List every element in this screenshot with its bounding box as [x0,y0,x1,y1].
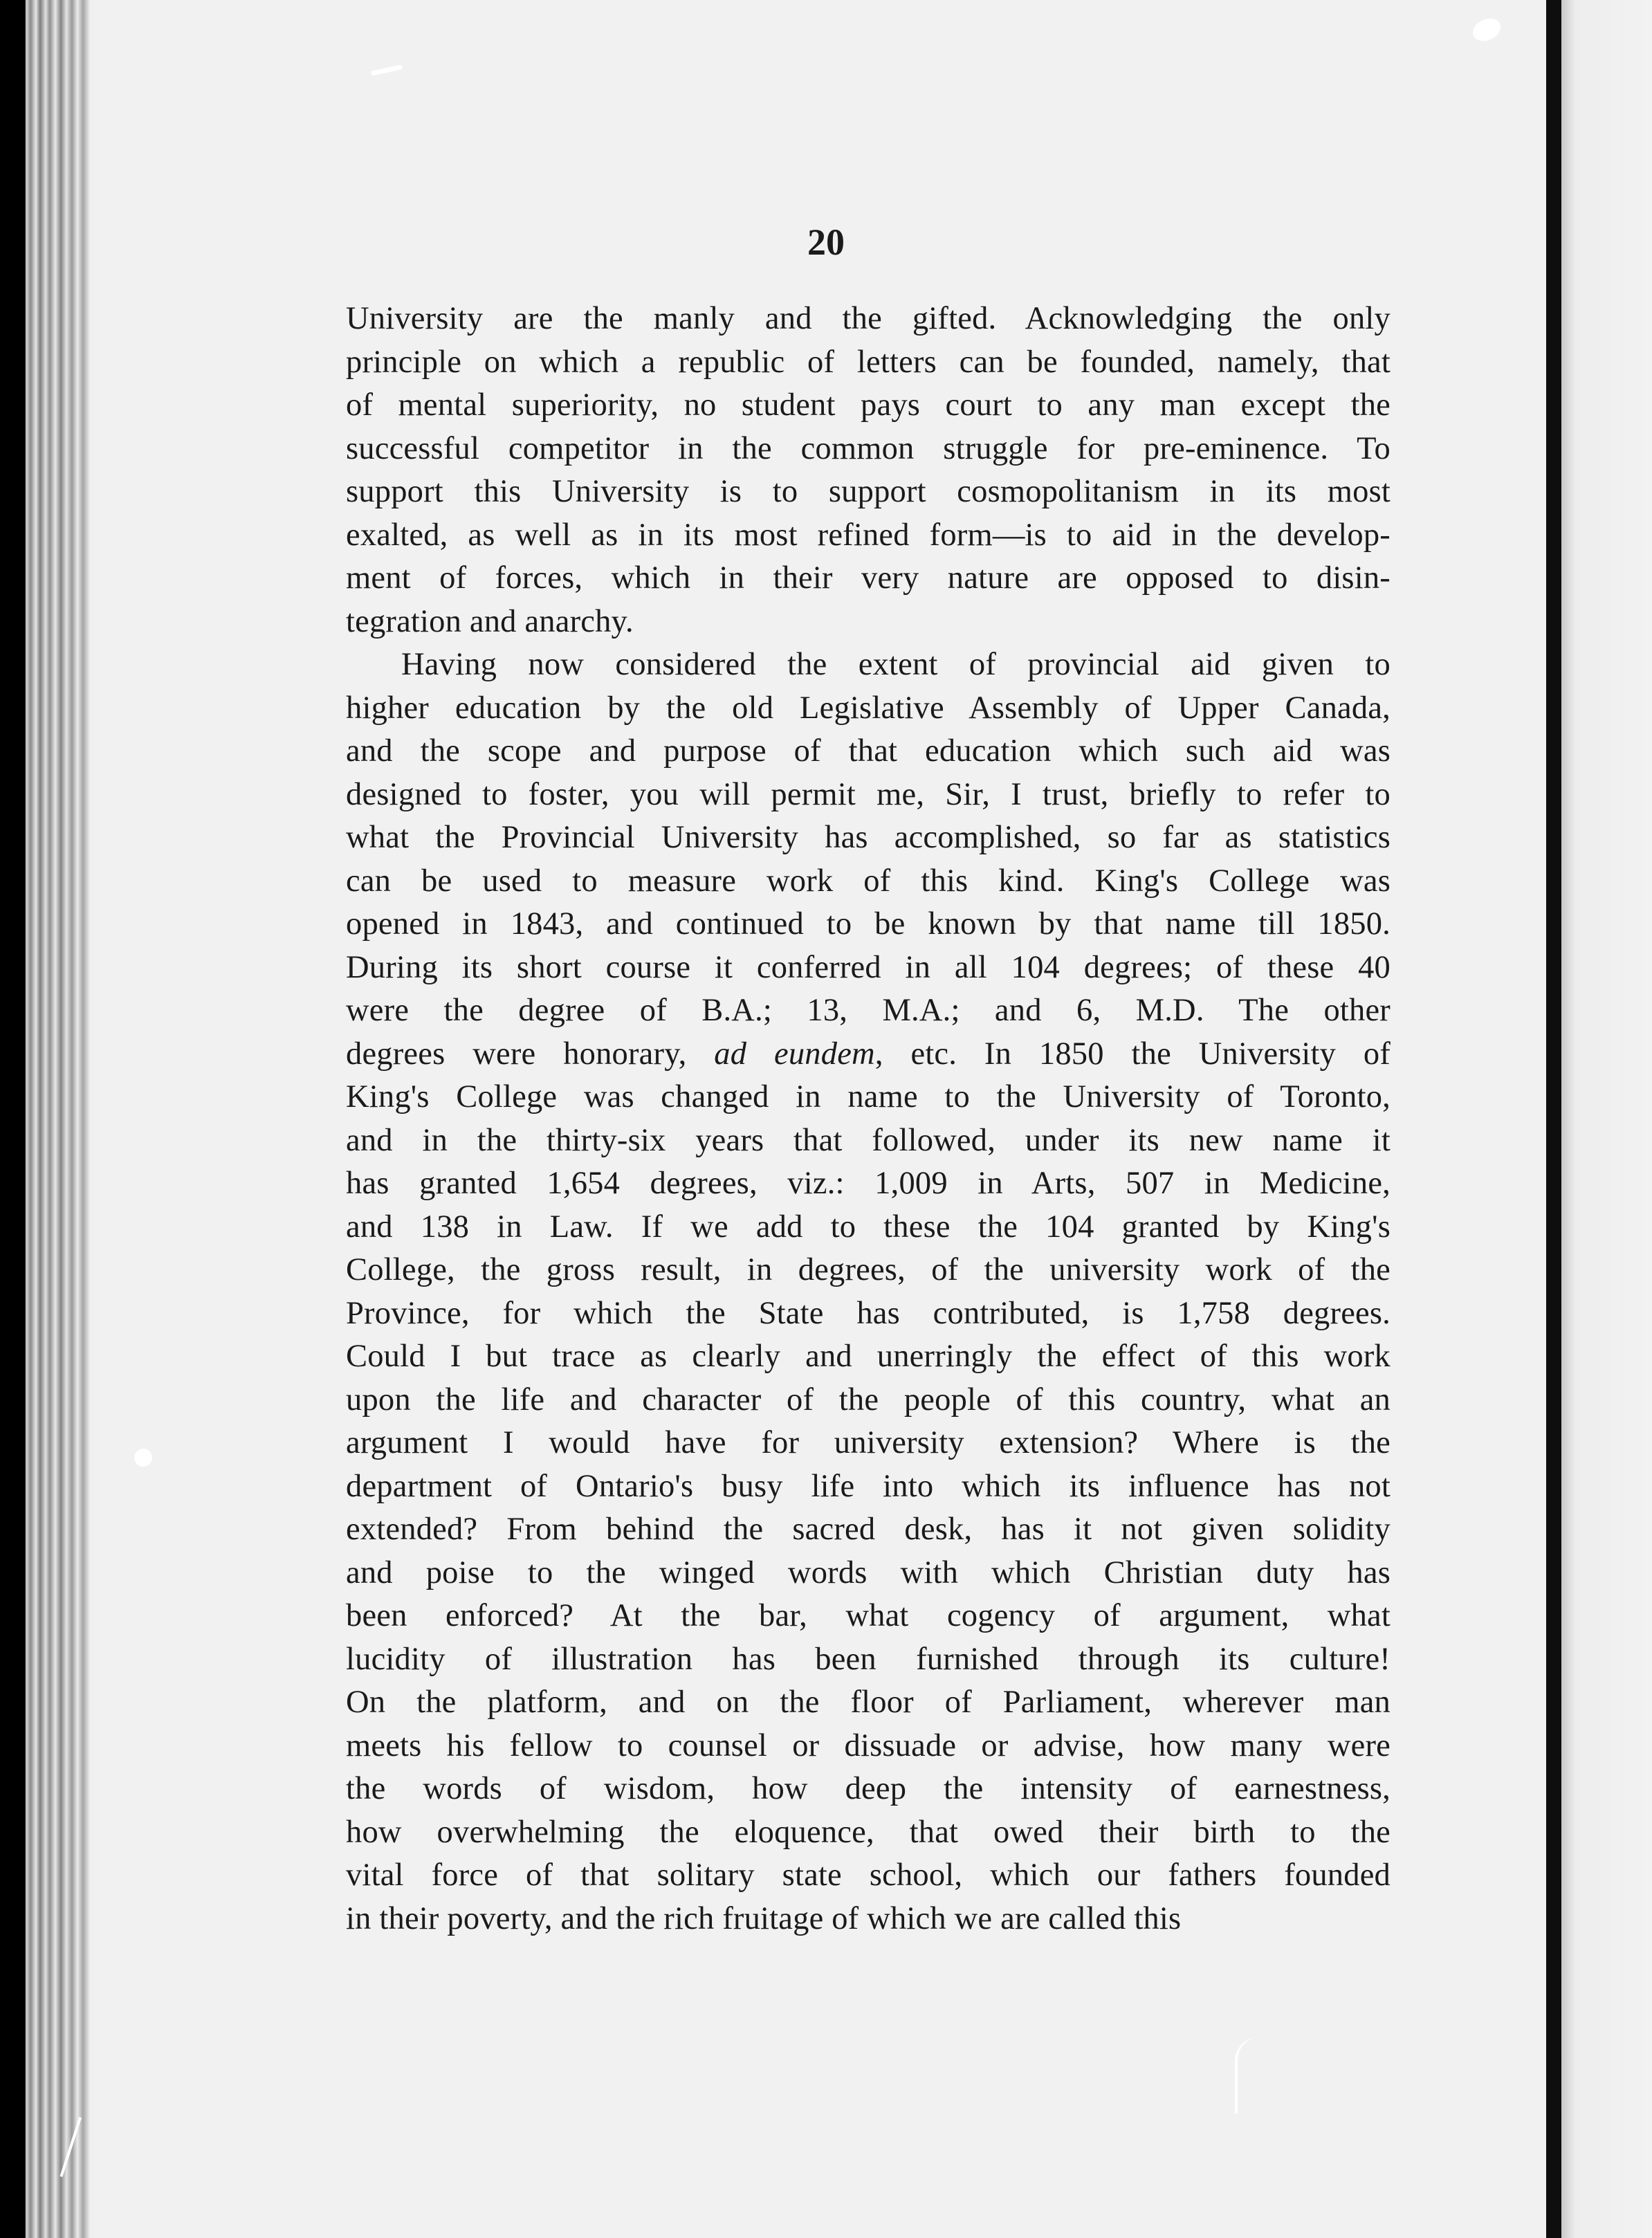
text-line: what the Provincial University has accomplished, so far as statistics [346,820,1391,855]
text-line: how overwhelming the eloquence, that owed their birth to the [346,1814,1391,1850]
text-line: College, the gross result, in degrees, of the university work of the [346,1252,1391,1287]
page-number: 20 [807,221,845,263]
text-line: During its short course it conferred in all 104 degrees; of these 40 [346,949,1391,985]
text-line: tegration and anarchy. [346,603,634,639]
text-line: department of Ontario's busy life into which its influence has not [346,1468,1391,1504]
text-line [346,1033,1391,1076]
text-line: opened in 1843, and continued to be known by that name till 1850. [346,906,1391,942]
text-line: extended? From behind the sacred desk, has it not given solidity [346,1512,1391,1547]
text-line: Having now considered the extent of provincial aid given to [401,647,1391,682]
text-line: exalted, as well as in its most refined form—is to aid in the develop- [346,517,1391,553]
text-line: designed to foster, you will permit me, Sir, I trust, briefly to refer to [346,776,1391,812]
binding-gutter [1546,0,1561,2238]
facing-page-edge [1561,0,1652,2238]
scan-speck [134,1449,152,1467]
text-line: has granted 1,654 degrees, viz.: 1,009 in Arts, 507 in Medicine, [346,1166,1391,1201]
text-line: principle on which a republic of letters can be founded, namely, that [346,344,1391,380]
text-line: meets his fellow to counsel or dissuade or advise, how many were [346,1727,1391,1763]
text-line: Could I but trace as clearly and unerringly the effect of this work [346,1339,1391,1374]
text-line: been enforced? At the bar, what cogency of argument, what [346,1598,1391,1633]
text-line: upon the life and character of the people of this country, what an [346,1382,1391,1418]
text-line: the words of wisdom, how deep the intensity of earnestness, [346,1771,1391,1806]
text-line: in their poverty, and the rich fruitage of which we are called this [346,1900,1182,1936]
text-line: Province, for which the State has contributed, is 1,758 degrees. [346,1295,1391,1331]
text-line: higher education by the old Legislative Assembly of Upper Canada, [346,690,1391,726]
text-line: support this University is to support cosmopolitanism in its most [346,474,1391,509]
text-segment: , etc. In 1850 the University of [874,1036,1391,1072]
text-line: King's College was changed in name to the University of Toronto, [346,1079,1391,1115]
paragraph [346,643,1391,1941]
text-line: successful competitor in the common struggle for pre-eminence. To [346,430,1391,466]
text-line: of mental superiority, no student pays court to any man except the [346,387,1391,423]
text-line: lucidity of illustration has been furnished through its culture! [346,1641,1391,1677]
paragraph [346,297,1391,643]
text-line: and 138 in Law. If we add to these the 104 granted by King's [346,1209,1391,1245]
text-line: argument I would have for university extension? Where is the [346,1425,1391,1460]
text-line: can be used to measure work of this kind. King's College was [346,863,1391,899]
page-stack-edge [0,0,104,2238]
text-line: were the degree of B.A.; 13, M.A.; and 6, M.D. The other [346,993,1391,1028]
text-segment: degrees were honorary, [346,1036,715,1072]
text-line: ment of forces, which in their very nature are opposed to disin- [346,560,1391,596]
scan-mark [1235,2037,1258,2113]
text-line: On the platform, and on the floor of Parliament, wherever man [346,1685,1391,1720]
text-line: and the scope and purpose of that education which such aid was [346,733,1391,769]
italic-phrase: ad eundem [714,1036,875,1072]
body-text [346,297,1391,1941]
text-line: vital force of that solitary state school, which our fathers founded [346,1858,1391,1893]
text-line: and in the thirty-six years that followed, under its new name it [346,1122,1391,1158]
text-line: and poise to the winged words with which Christian duty has [346,1554,1391,1590]
text-line: University are the manly and the gifted. Acknowledging the only [346,301,1391,336]
